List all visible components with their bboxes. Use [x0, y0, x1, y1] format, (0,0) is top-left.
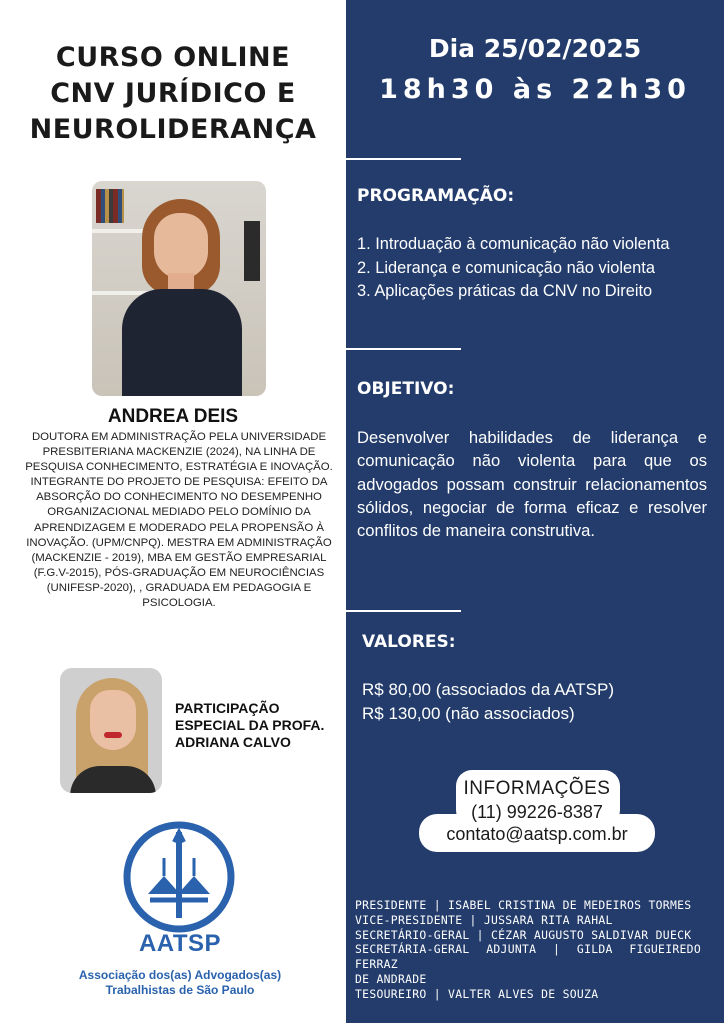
program-heading: PROGRAMAÇÃO: — [357, 186, 515, 206]
list-item: 2. Liderança e comunicação não violenta — [357, 258, 655, 277]
course-title-line-2: CNV JURÍDICO E — [50, 78, 296, 109]
course-title-line-1: CURSO ONLINE — [55, 42, 291, 73]
speaker-photo — [92, 181, 266, 396]
left-column — [0, 0, 346, 1023]
guest-photo — [60, 668, 162, 793]
info-email[interactable]: contato@aatsp.com.br — [446, 824, 628, 844]
objective-text: Desenvolver habilidades de liderança e comunicação não violenta para que os advogados possam construir relacionamentos sólidos, negociar de forma eficaz e resolver conflitos de maneira construtiva. — [357, 428, 707, 541]
board-vice-president: VICE-PRESIDENTE | JUSSARA RITA RAHAL — [355, 912, 613, 927]
program-list — [357, 233, 723, 304]
board-assistant-secretary: SECRETÁRIA-GERAL ADJUNTA | GILDA FIGUEIREDO FERRAZ — [355, 942, 701, 972]
divider — [346, 610, 461, 612]
logo-subtitle-line-2: Trabalhistas de São Paulo — [105, 983, 255, 997]
event-date: Dia 25/02/2025 — [428, 34, 642, 63]
prices-heading: VALORES: — [362, 632, 456, 652]
speaker-name: ANDREA DEIS — [107, 406, 239, 427]
price-non-members: R$ 130,00 (não associados) — [362, 703, 575, 723]
info-phone[interactable]: (11) 99226-8387 — [471, 801, 603, 822]
list-item: 3. Aplicações práticas da CNV no Direito — [357, 282, 653, 300]
course-title-line-3: NEUROLIDERANÇA — [29, 114, 317, 145]
board-of-directors — [355, 898, 701, 1002]
speaker-bio: DOUTORA EM ADMINISTRAÇÃO PELA UNIVERSIDADE PRESBITERIANA MACKENZIE (2024), NA LINHA DE PESQUISA CONHECIMENTO, ESTRATÉGIA E INOVAÇÃO. INTEGRANTE DO PROJETO DE PESQUISA: EFEITO DA ABSORÇÃO DO CONHECIMENTO NO DESEMPENHO ORGANIZACIONAL MEDIADO PELO DOMÍNIO DA APRENDIZAGEM E MODERADO PELA PROPENSÃO À INOVAÇÃO. (UPM/CNPQ). MESTRA EM ADMINISTRAÇÃO (MACKENZIE - 2019), MBA EM GESTÃO EMPRESARIAL (F.G.V-2015), PÓS-GRADUAÇÃO EM NEUROCIÊNCIAS (UNIFESP-2020), , GRADUADA EM PEDAGOGIA E PSICOLOGIA. — [25, 431, 333, 610]
objective-heading: OBJETIVO: — [357, 379, 455, 399]
board-president: PRESIDENTE | ISABEL CRISTINA DE MEDEIROS TORMES — [355, 898, 692, 912]
info-box — [419, 778, 655, 846]
aatsp-logo-icon — [120, 818, 238, 936]
board-secretary-general: SECRETÁRIO-GERAL | CÉZAR AUGUSTO SALDIVAR DUECK — [355, 927, 692, 942]
right-panel — [346, 0, 724, 1023]
course-title — [6, 40, 340, 148]
board-assistant-secretary-cont: DE ANDRADE — [355, 971, 427, 986]
event-time: 18h30 às 22h30 — [379, 74, 691, 105]
guest-participation: PARTICIPAÇÃO ESPECIAL DA PROFA. ADRIANA CALVO — [175, 700, 325, 750]
logo-subtitle — [40, 968, 320, 998]
price-members: R$ 80,00 (associados da AATSP) — [362, 680, 614, 699]
prices-list — [362, 678, 712, 725]
divider — [346, 158, 461, 160]
list-item: 1. Introduação à comunicação não violenta — [357, 235, 670, 253]
logo-name: AATSP — [138, 930, 222, 957]
divider — [346, 348, 461, 350]
logo-subtitle-line-1: Associação dos(as) Advogados(as) — [78, 968, 282, 982]
info-heading: INFORMAÇÕES — [463, 778, 611, 799]
board-treasurer: TESOUREIRO | VALTER ALVES DE SOUZA — [355, 986, 599, 1001]
